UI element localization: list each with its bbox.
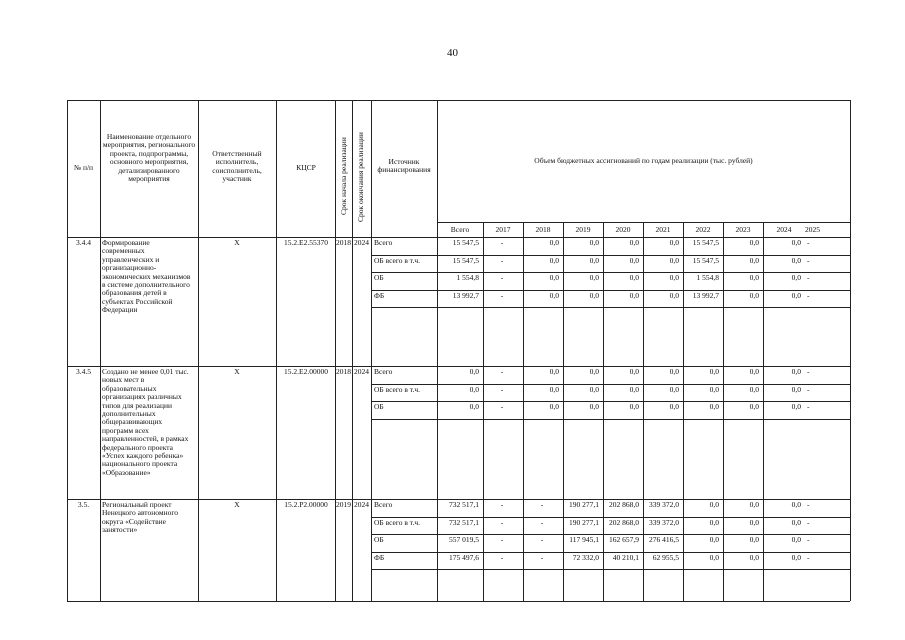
value-cell: 0,0 [589, 255, 599, 265]
value-cell: - [500, 552, 504, 562]
value-cell: 339 372,0 [649, 517, 679, 527]
row-kcsr: 15.2.E2.00000 [284, 367, 328, 376]
value-cell: 0,0 [749, 402, 759, 411]
value-cell: 162 657,9 [609, 535, 639, 544]
value-cell: 0,0 [669, 402, 679, 411]
value-cell: 0,0 [791, 255, 801, 265]
value-cell: 0,0 [669, 384, 679, 394]
value-cell: 0,0 [549, 290, 559, 300]
value-cell: 0,0 [791, 552, 801, 562]
value-cell: 1 554,8 [696, 273, 719, 282]
value-cell: 15 547,5 [452, 255, 479, 265]
year-column-line [523, 222, 524, 601]
source-label: Всего [374, 500, 393, 509]
source-label: Всего [374, 367, 393, 376]
value-cell: 0,0 [629, 384, 639, 394]
year-column-line [603, 222, 604, 601]
value-cell: - [500, 273, 504, 282]
value-cell: - [807, 517, 810, 527]
value-cell: 0,0 [749, 255, 759, 265]
source-line [371, 290, 850, 291]
value-cell: 0,0 [589, 290, 599, 300]
header-year-2023: 2023 [735, 225, 751, 234]
value-cell: 0,0 [749, 238, 759, 247]
value-cell: 0,0 [709, 384, 719, 394]
value-cell: 0,0 [791, 535, 801, 544]
value-cell: 0,0 [469, 402, 479, 411]
value-cell: - [500, 517, 504, 527]
source-line [371, 419, 850, 420]
value-cell: 0,0 [749, 273, 759, 282]
value-cell: 0,0 [589, 367, 599, 376]
source-line [371, 569, 850, 570]
value-cell: 0,0 [549, 384, 559, 394]
source-line [371, 401, 850, 402]
value-cell: - [807, 273, 810, 282]
value-cell: 0,0 [549, 255, 559, 265]
header-year-2018: 2018 [535, 225, 551, 234]
value-cell: 0,0 [709, 367, 719, 376]
value-cell: - [807, 552, 810, 562]
value-cell: - [500, 238, 504, 247]
value-cell: 0,0 [549, 367, 559, 376]
page-number: 40 [447, 47, 458, 59]
row-start: 2018 [336, 367, 351, 376]
header-year-2022: 2022 [695, 225, 711, 234]
header-year-2021: 2021 [655, 225, 671, 234]
value-cell: 72 332,0 [572, 552, 599, 562]
row-resp: X [234, 238, 240, 247]
value-cell: 0,0 [749, 367, 759, 376]
value-cell: - [807, 290, 810, 300]
value-cell: 202 868,0 [609, 517, 639, 527]
year-column-line [643, 222, 644, 601]
row-name: Региональный проект Ненецкого автономного округа «Содействие занятости» [102, 500, 179, 535]
value-cell: 0,0 [791, 517, 801, 527]
value-cell: 190 277,1 [569, 500, 599, 509]
source-label: ОБ [374, 273, 384, 282]
source-line [371, 384, 850, 385]
row-num: 3.5. [77, 500, 90, 509]
value-cell: 0,0 [629, 273, 639, 282]
value-cell: 0,0 [549, 402, 559, 411]
source-label: ОБ [374, 402, 384, 411]
value-cell: 0,0 [749, 500, 759, 509]
value-cell: - [500, 255, 504, 265]
column-line [335, 100, 336, 601]
value-cell: 0,0 [709, 517, 719, 527]
header-name: Наименование отдельного мероприятия, регионального проекта, подпрограммы, основного мероприятия, детализированного мероприятия [102, 132, 196, 184]
value-cell: 0,0 [791, 384, 801, 394]
value-cell: - [500, 402, 504, 411]
header-year-2019: 2019 [575, 225, 591, 234]
row-kcsr: 15.2.E2.55370 [284, 238, 328, 247]
value-cell: 0,0 [749, 552, 759, 562]
value-cell: - [807, 238, 810, 247]
row-end: 2024 [354, 238, 369, 247]
value-cell: 0,0 [549, 273, 559, 282]
source-label: ОБ всего в т.ч. [374, 517, 421, 527]
value-cell: 0,0 [469, 384, 479, 394]
value-cell: 0,0 [791, 290, 801, 300]
value-cell: 0,0 [791, 238, 801, 247]
year-column-line [683, 222, 684, 601]
header-kcsr: КЦСР [296, 163, 316, 172]
header-year-2025: 2025 [805, 225, 820, 234]
value-cell: 190 277,1 [569, 517, 599, 527]
value-cell: 0,0 [629, 402, 639, 411]
row-start: 2018 [336, 238, 351, 247]
value-cell: 0,0 [469, 367, 479, 376]
column-line [352, 100, 353, 601]
value-cell: 0,0 [669, 255, 679, 265]
value-cell: 15 547,5 [692, 255, 719, 265]
value-cell: 13 992,7 [452, 290, 479, 300]
value-cell: - [807, 500, 810, 509]
value-cell: 276 416,5 [649, 535, 679, 544]
value-cell: 0,0 [589, 238, 599, 247]
row-name: Формирование современных управленческих и организационно-экономических механизмов в системе дополнительного образования детей в субъектах Российской Федерации [102, 238, 191, 315]
header-year-total: Всего [450, 225, 470, 234]
value-cell: - [807, 367, 810, 376]
column-line [67, 100, 68, 601]
row-num: 3.4.4 [76, 238, 91, 247]
value-cell: 0,0 [791, 402, 801, 411]
row-end: 2024 [354, 500, 369, 509]
value-cell: - [500, 367, 504, 376]
table-bottom-border [67, 601, 850, 602]
year-column-line [723, 222, 724, 601]
value-cell: 117 945,1 [569, 535, 599, 544]
row-end: 2024 [354, 367, 369, 376]
row-kcsr: 15.2.P2.00000 [284, 500, 328, 509]
header-end: Срок окончания реализации [356, 132, 365, 222]
value-cell: - [500, 290, 504, 300]
header-resp: Ответственный исполнитель, соисполнитель, участник [212, 149, 262, 184]
source-line [371, 255, 850, 256]
header-year-2017: 2017 [495, 225, 511, 234]
column-line [437, 100, 438, 601]
value-cell: 0,0 [791, 500, 801, 509]
value-cell: 0,0 [791, 273, 801, 282]
row-resp: X [234, 367, 240, 376]
header-volume: Объем бюджетных ассигнований по годам реализации (тыс. рублей) [534, 156, 753, 165]
header-start: Срок начала реализации [339, 137, 348, 215]
value-cell: - [500, 500, 504, 509]
value-cell: 557 019,5 [449, 535, 479, 544]
value-cell: 0,0 [629, 238, 639, 247]
value-cell: - [807, 384, 810, 394]
header-num: № п/п [73, 163, 94, 172]
value-cell: 1 554,8 [456, 273, 479, 282]
value-cell: 0,0 [749, 535, 759, 544]
source-label: ФБ [374, 290, 385, 300]
value-cell: 0,0 [749, 517, 759, 527]
value-cell: - [807, 535, 810, 544]
source-label: Всего [374, 238, 393, 247]
value-cell: 13 992,7 [692, 290, 719, 300]
column-line [850, 100, 851, 601]
value-cell: 0,0 [589, 273, 599, 282]
value-cell: - [807, 402, 810, 411]
value-cell: 0,0 [549, 238, 559, 247]
row-resp: X [234, 500, 240, 509]
value-cell: 62 955,5 [652, 552, 679, 562]
row-name: Создано не менее 0,01 тыс. новых мест в образовательных организациях различных типов для реализации дополнительных общеразвивающих программ всех направленностей, в рамках федерального проекта «Успех каждого ребенка» национального проекта «Образование» [102, 367, 189, 477]
row-start: 2019 [336, 500, 351, 509]
row-num: 3.4.5 [76, 367, 91, 376]
source-label: ОБ всего в т.ч. [374, 384, 421, 394]
value-cell: 15 547,5 [452, 238, 479, 247]
value-cell: - [540, 517, 544, 527]
value-cell: 15 547,5 [692, 238, 719, 247]
value-cell: 0,0 [669, 367, 679, 376]
value-cell: 0,0 [629, 290, 639, 300]
value-cell: 0,0 [669, 273, 679, 282]
value-cell: 0,0 [589, 384, 599, 394]
value-cell: 0,0 [709, 402, 719, 411]
value-cell: - [500, 535, 504, 544]
value-cell: 732 517,1 [449, 500, 479, 509]
value-cell: 0,0 [669, 290, 679, 300]
year-column-line [563, 222, 564, 601]
value-cell: 0,0 [629, 367, 639, 376]
value-cell: 40 210,1 [612, 552, 639, 562]
source-line [371, 272, 850, 273]
column-line [276, 100, 277, 601]
value-cell: 0,0 [709, 552, 719, 562]
header-year-2024: 2024 [776, 225, 792, 234]
source-line [371, 307, 850, 308]
value-cell: 202 868,0 [609, 500, 639, 509]
value-cell: - [807, 255, 810, 265]
value-cell: 0,0 [589, 402, 599, 411]
value-cell: 732 517,1 [449, 517, 479, 527]
value-cell: 339 372,0 [649, 500, 679, 509]
value-cell: - [540, 500, 544, 509]
value-cell: 0,0 [629, 255, 639, 265]
header-source: Источник финансирования [377, 157, 431, 175]
column-line [371, 100, 372, 601]
table-top-border [67, 100, 850, 101]
header-year-2020: 2020 [615, 225, 631, 234]
value-cell: 0,0 [709, 500, 719, 509]
source-label: ОБ всего в т.ч. [374, 255, 421, 265]
value-cell: 0,0 [749, 290, 759, 300]
value-cell: 0,0 [791, 367, 801, 376]
value-cell: - [500, 384, 504, 394]
value-cell: 0,0 [749, 384, 759, 394]
year-column-line [763, 222, 764, 601]
value-cell: 0,0 [709, 535, 719, 544]
value-cell: - [540, 535, 544, 544]
source-label: ОБ [374, 535, 384, 544]
value-cell: - [540, 552, 544, 562]
year-column-line [483, 222, 484, 601]
source-label: ФБ [374, 552, 385, 562]
value-cell: 0,0 [669, 238, 679, 247]
source-line [371, 552, 850, 553]
value-cell: 175 497,6 [449, 552, 479, 562]
